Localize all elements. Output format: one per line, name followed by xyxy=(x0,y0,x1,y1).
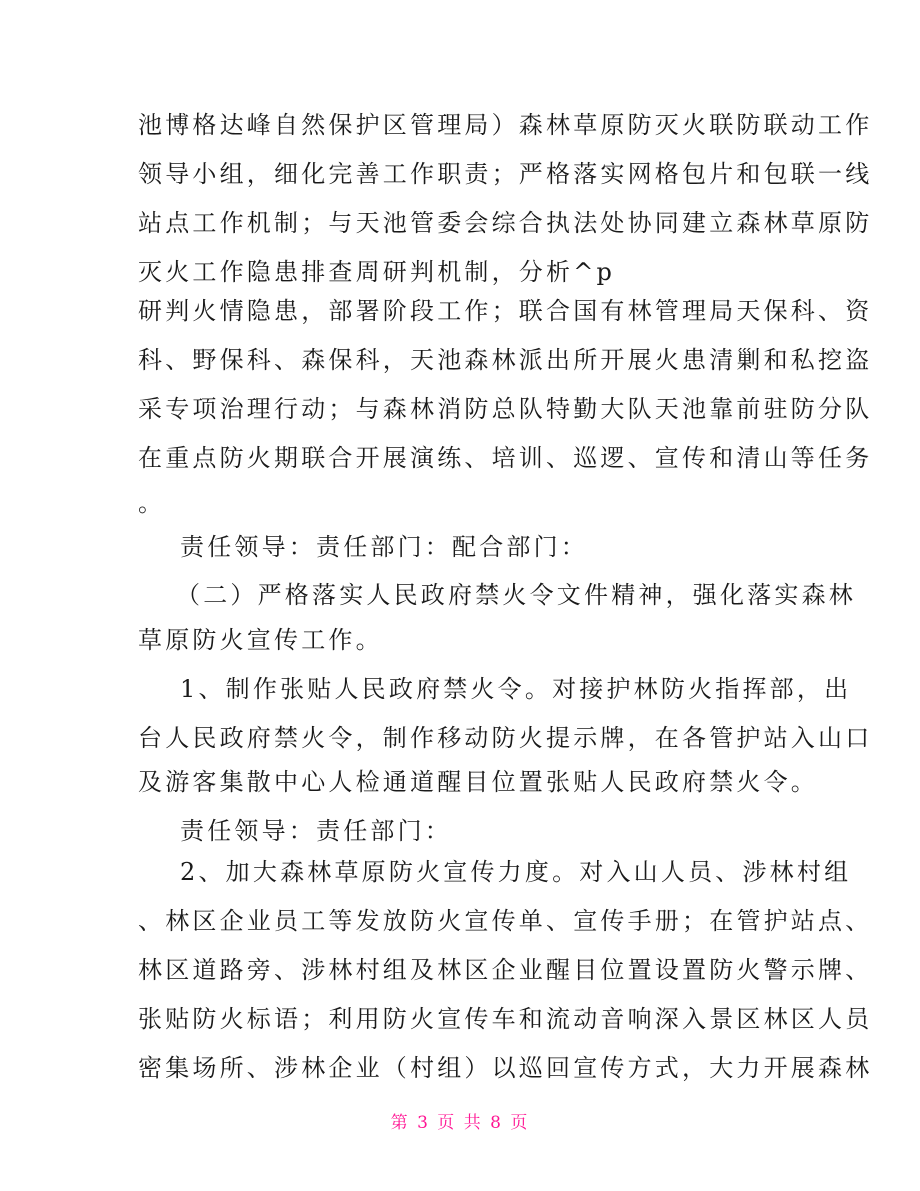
text-line: 草原防火宣传工作。 xyxy=(138,626,383,654)
text-line: 池博格达峰自然保护区管理局）森林草原防灭火联防联动工作 xyxy=(138,111,873,139)
text-line: 密集场所、涉林企业（村组）以巡回宣传方式，大力开展森林 xyxy=(138,1054,873,1082)
text-line: 。 xyxy=(138,489,166,517)
text-line: 站点工作机制；与天池管委会综合执法处协同建立森林草原防 xyxy=(138,209,873,237)
text-line: 、林区企业员工等发放防火宣传单、宣传手册；在管护站点、 xyxy=(138,907,873,935)
text-line: 台人民政府禁火令，制作移动防火提示牌，在各管护站入山口 xyxy=(138,724,873,752)
text-line: 及游客集散中心人检通道醒目位置张贴人民政府禁火令。 xyxy=(138,768,818,796)
text-line: 林区道路旁、涉林村组及林区企业醒目位置设置防火警示牌、 xyxy=(138,956,873,984)
text-line: 在重点防火期联合开展演练、培训、巡逻、宣传和清山等任务 xyxy=(138,444,873,472)
section-heading: （二）严格落实人民政府禁火令文件精神，强化落实森林 xyxy=(176,581,856,609)
text-line: 领导小组，细化完善工作职责；严格落实网格包片和包联一线 xyxy=(138,160,873,188)
responsibility-line: 责任领导：责任部门： xyxy=(180,817,452,845)
text-line: 采专项治理行动；与森林消防总队特勤大队天池靠前驻防分队 xyxy=(138,395,873,423)
responsibility-line: 责任领导：责任部门：配合部门： xyxy=(180,533,588,561)
text-line: 1、制作张贴人民政府禁火令。对接护林防火指挥部，出 xyxy=(180,675,852,703)
text-line: 科、野保科、森保科，天池森林派出所开展火患清剿和私挖盗 xyxy=(138,346,873,374)
text-line: 2、加大森林草原防火宣传力度。对入山人员、涉林村组 xyxy=(180,858,852,886)
text-line: 张贴防火标语；利用防火宣传车和流动音响深入景区林区人员 xyxy=(138,1005,873,1033)
text-line: 灭火工作隐患排查周研判机制，分析^p xyxy=(138,258,616,286)
text-line: 研判火情隐患，部署阶段工作；联合国有林管理局天保科、资 xyxy=(138,297,873,325)
page-number-footer: 第 3 页 共 8 页 xyxy=(390,1113,530,1133)
